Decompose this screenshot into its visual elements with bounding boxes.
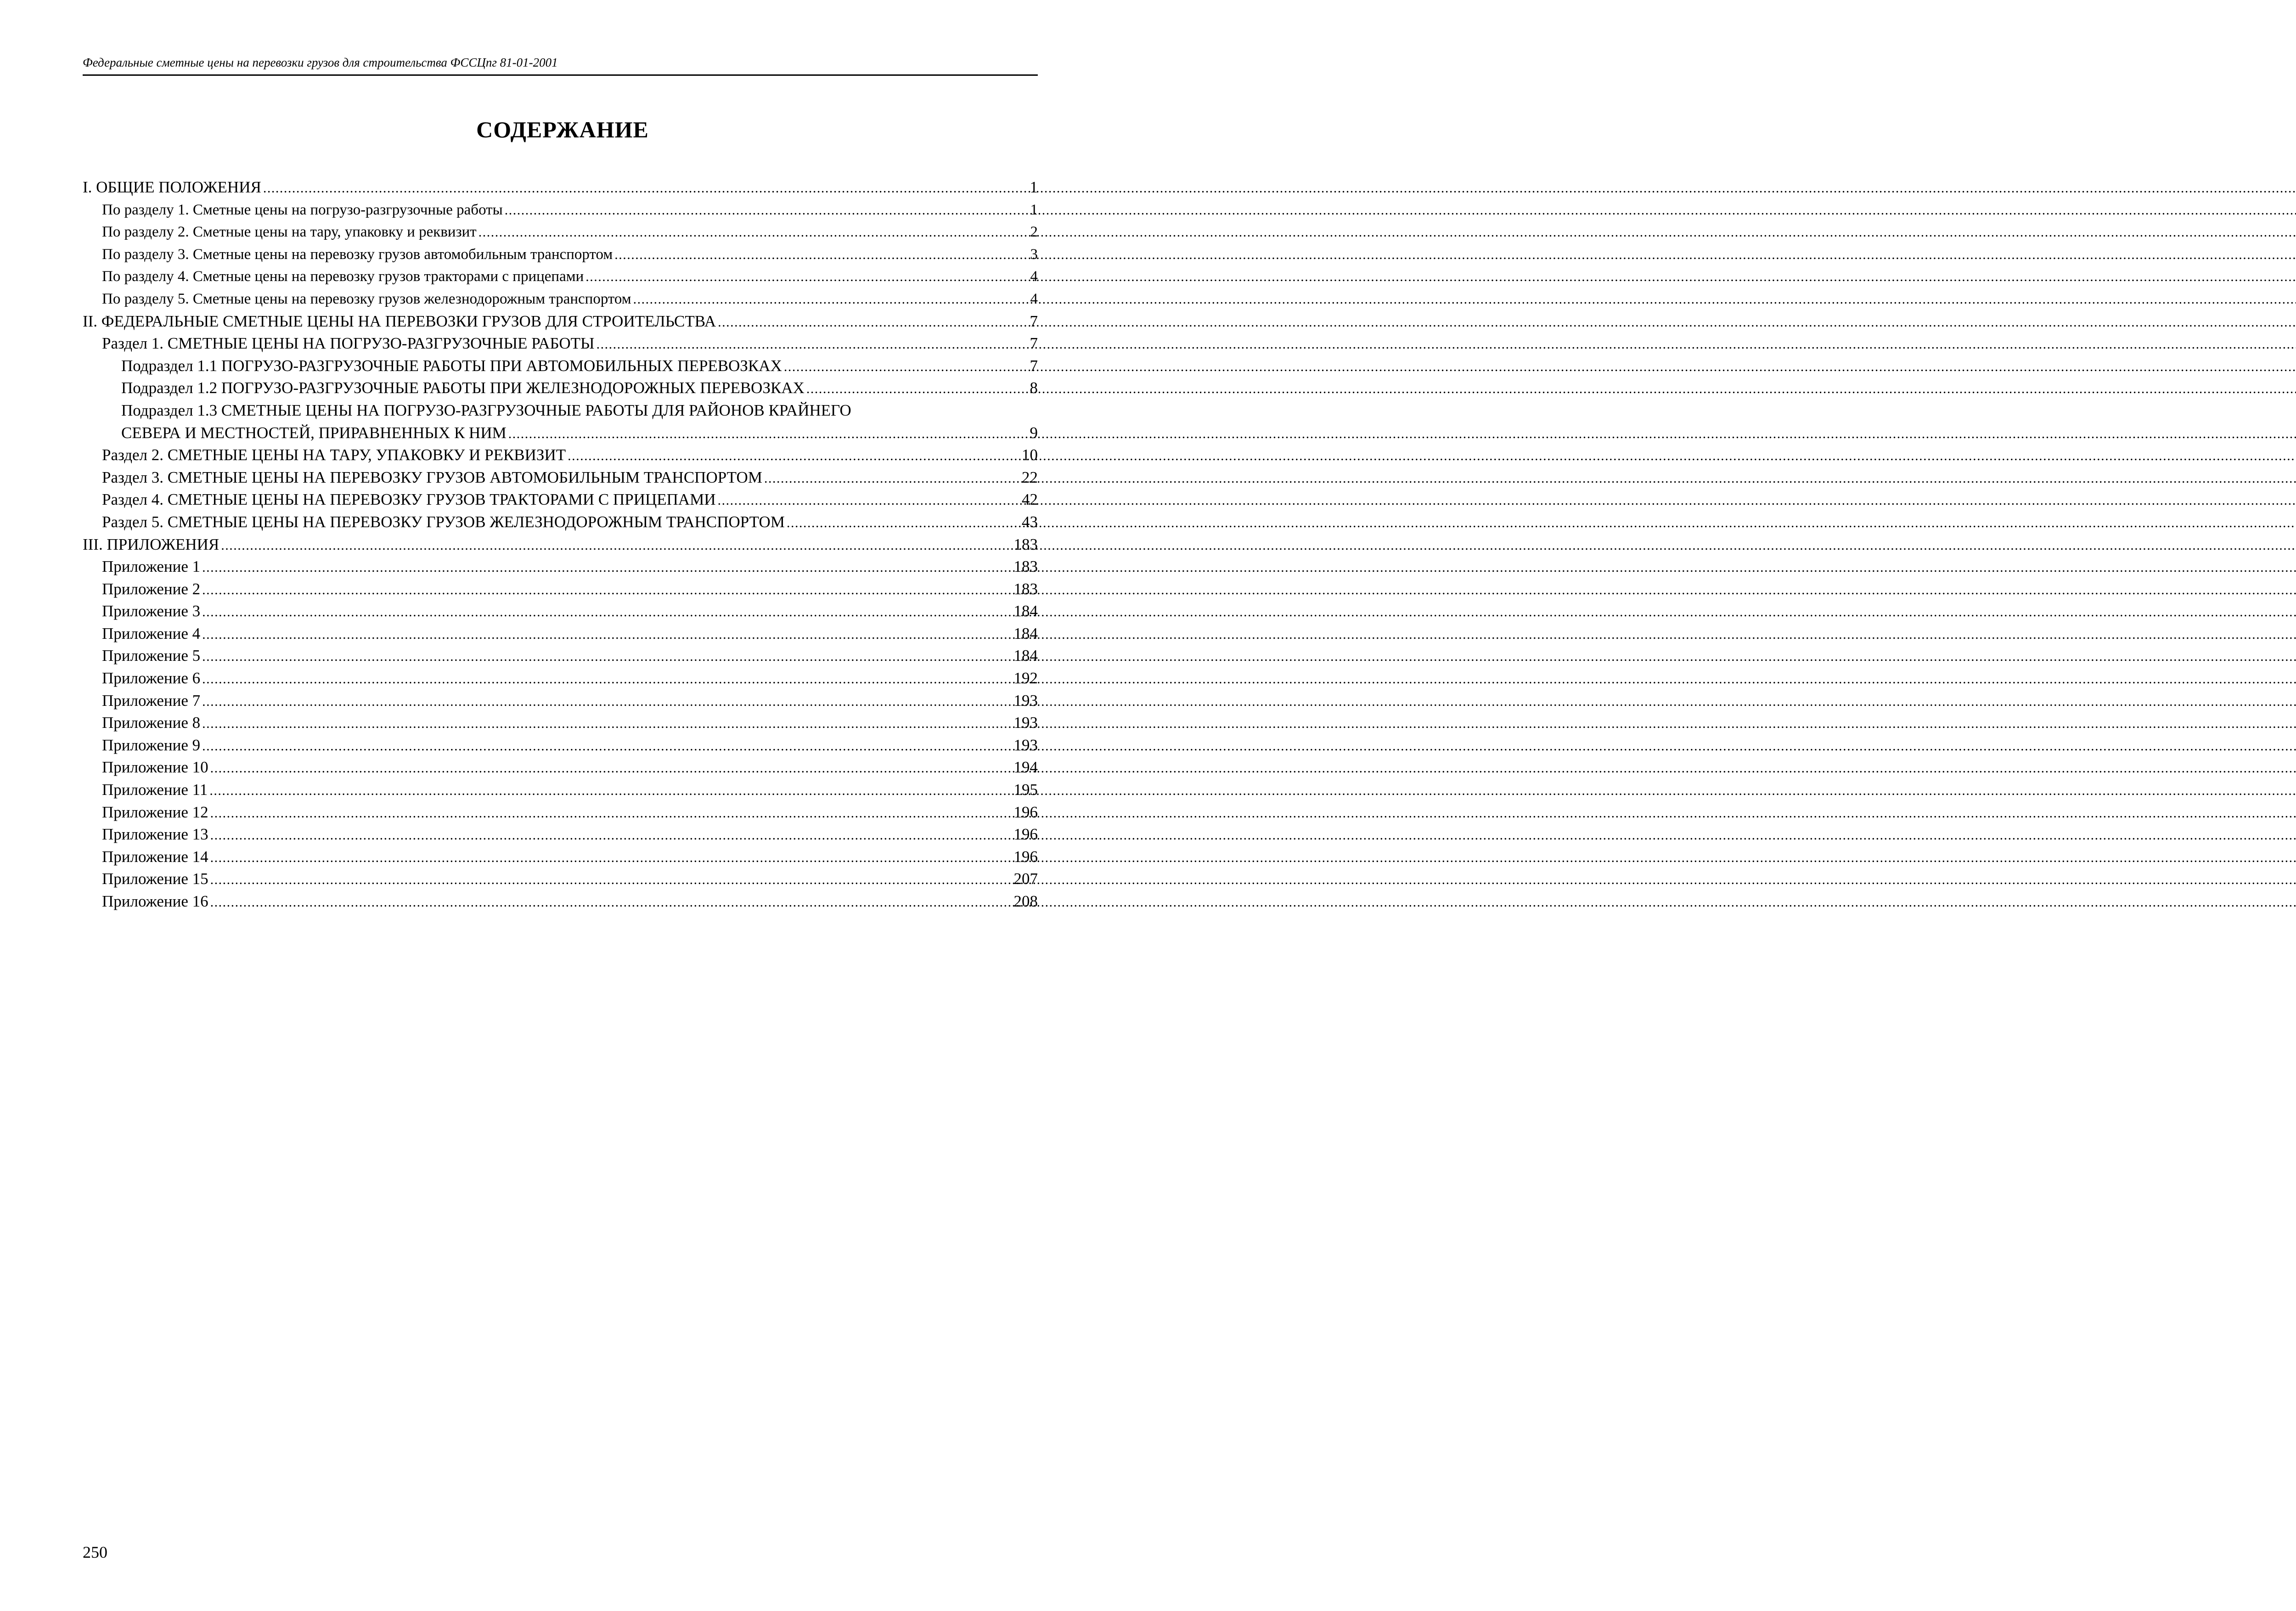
toc-entry-page: 184 [1013,647,1038,665]
toc-entry-page: 4 [1030,290,1038,307]
toc-entry[interactable] [83,265,1038,288]
toc-dot-leader [506,423,1030,445]
toc-dot-leader [208,869,1014,891]
toc-entry[interactable] [83,801,1038,824]
toc-entry-label: Приложение 9 [102,736,201,754]
toc-entry-page: 42 [1022,490,1038,509]
toc-dot-leader [785,512,1022,535]
toc-entry-label: II. ФЕДЕРАЛЬНЫЕ СМЕТНЫЕ ЦЕНЫ НА ПЕРЕВОЗКИ ГРУЗОВ ДЛЯ СТРОИТЕЛЬСТВА [83,312,716,330]
toc-entry-label: Раздел 3. СМЕТНЫЕ ЦЕНЫ НА ПЕРЕВОЗКУ ГРУЗОВ АВТОМОБИЛЬНЫМ ТРАНСПОРТОМ [102,468,762,486]
toc-dot-leader [503,199,1030,222]
toc-entry-page: 192 [1013,669,1038,687]
running-header [83,54,1038,76]
toc-dot-leader [200,735,1013,758]
toc-dot-leader [716,311,1030,334]
toc-entry[interactable] [83,467,1038,489]
toc-entry-label: Подраздел 1.1 ПОГРУЗО-РАЗГРУЗОЧНЫЕ РАБОТЫ ПРИ АВТОМОБИЛЬНЫХ ПЕРЕВОЗКАХ [121,356,782,375]
toc-dot-leader [566,445,1022,468]
toc-entry-label: Приложение 11 [102,781,208,799]
toc-dot-leader [208,802,1014,825]
toc-entry-label: Подраздел 1.2 ПОГРУЗО-РАЗГРУЗОЧНЫЕ РАБОТЫ ПРИ ЖЕЛЕЗНОДОРОЖНЫХ ПЕРЕВОЗКАХ [121,379,805,397]
toc-entry-label: СЕВЕРА И МЕСТНОСТЕЙ, ПРИРАВНЕННЫХ К НИМ [121,423,506,442]
toc-entry-label: По разделу 5. Сметные цены на перевозку грузов железнодорожным транспортом [102,290,631,307]
toc-entry-label: Раздел 4. СМЕТНЫЕ ЦЕНЫ НА ПЕРЕВОЗКУ ГРУЗОВ ТРАКТОРАМИ С ПРИЦЕПАМИ [102,490,716,509]
toc-entry-label: Приложение 4 [102,624,201,642]
toc-entry[interactable] [83,779,1038,801]
toc-entry-page: 193 [1013,736,1038,754]
toc-entry[interactable] [83,422,1038,445]
toc-entry[interactable] [83,823,1038,846]
toc-entry-label: Приложение 13 [102,825,208,844]
toc-entry-page: 2 [1030,224,1038,241]
toc-entry-page: 43 [1022,513,1038,531]
toc-entry-label: По разделу 1. Сметные цены на погрузо-разгрузочные работы [102,201,503,218]
toc-entry-label: По разделу 2. Сметные цены на тару, упаковку и реквизит [102,224,477,241]
toc-dot-leader [716,490,1022,512]
toc-entry[interactable] [83,199,1038,221]
toc-entry[interactable] [83,846,1038,868]
table-of-contents [83,176,1038,913]
toc-entry-page: 7 [1030,356,1038,375]
toc-entry[interactable] [83,489,1038,511]
toc-entry-label: Приложение 10 [102,758,208,777]
toc-entry-label: Приложение 2 [102,580,201,598]
toc-entry-page: 183 [1013,535,1038,553]
toc-entry-page: 195 [1013,781,1038,799]
toc-entry-label: Приложение 7 [102,691,201,710]
toc-dot-leader [208,847,1014,869]
toc-entry-label: Раздел 2. СМЕТНЫЕ ЦЕНЫ НА ТАРУ, УПАКОВКУ И РЕКВИЗИТ [102,446,566,464]
toc-entry-label: Раздел 5. СМЕТНЫЕ ЦЕНЫ НА ПЕРЕВОЗКУ ГРУЗОВ ЖЕЛЕЗНОДОРОЖНЫМ ТРАНСПОРТОМ [102,513,785,531]
toc-dot-leader [200,579,1013,602]
toc-entry-label: Приложение 1 [102,558,201,576]
toc-entry-page: 10 [1022,446,1038,464]
toc-dot-leader [477,221,1030,244]
toc-dot-leader [805,378,1030,400]
toc-entry-page: 4 [1030,268,1038,285]
toc-dot-leader [631,288,1030,311]
toc-entry[interactable] [83,690,1038,712]
toc-entry[interactable] [83,890,1038,913]
toc-entry-label: Приложение 15 [102,870,208,888]
toc-dot-leader [613,244,1030,266]
toc-dot-leader [762,468,1022,490]
toc-dot-leader [261,177,1030,200]
toc-entry-page: 9 [1030,423,1038,442]
toc-dot-leader [219,535,1013,557]
toc-entry-page: 196 [1013,803,1038,821]
toc-entry-label: Приложение 5 [102,647,201,665]
toc-entry[interactable] [83,288,1038,310]
toc-dot-leader [200,624,1013,646]
toc-entry-page: 196 [1013,825,1038,844]
toc-entry-label: Подраздел 1.3 СМЕТНЫЕ ЦЕНЫ НА ПОГРУЗО-РАЗГРУЗОЧНЫЕ РАБОТЫ ДЛЯ РАЙОНОВ КРАЙНЕГО [121,401,851,419]
page-number: 250 [83,1543,107,1561]
toc-entry-label: Приложение 3 [102,602,201,620]
toc-entry-page: 3 [1030,246,1038,263]
toc-entry[interactable] [83,243,1038,266]
toc-dot-leader [200,691,1013,713]
toc-entry-label: I. ОБЩИЕ ПОЛОЖЕНИЯ [83,178,261,196]
toc-entry-page: 184 [1013,602,1038,620]
toc-entry[interactable] [83,712,1038,734]
toc-dot-leader [782,356,1030,378]
toc-entry[interactable] [83,310,1038,333]
toc-entry[interactable] [83,332,1038,355]
running-header-text: Федеральные сметные цены на перевозки грузов для строительства ФССЦпг 81-01-2001 [83,56,558,69]
toc-entry-page: 208 [1013,892,1038,910]
toc-dot-leader [200,646,1013,668]
toc-entry-page: 207 [1013,870,1038,888]
toc-entry[interactable] [83,734,1038,757]
toc-dot-leader [200,668,1013,691]
toc-entry[interactable] [83,578,1038,601]
toc-entry-label: Приложение 14 [102,847,208,866]
toc-entry[interactable] [83,176,1038,199]
toc-entry-page: 183 [1013,558,1038,576]
toc-entry-page: 8 [1030,379,1038,397]
toc-entry-label: Приложение 8 [102,714,201,732]
toc-entry-page: 194 [1013,758,1038,777]
toc-entry-page: 7 [1030,312,1038,330]
toc-entry-label: Приложение 6 [102,669,201,687]
toc-dot-leader [200,601,1013,624]
toc-entry-label: По разделу 3. Сметные цены на перевозку грузов автомобильным транспортом [102,246,613,263]
toc-entry[interactable] [83,534,1038,556]
toc-entry[interactable] [83,623,1038,645]
toc-dot-leader [584,266,1030,288]
toc-entry-page: 184 [1013,624,1038,642]
toc-entry[interactable] [83,444,1038,467]
toc-dot-leader [208,824,1014,847]
toc-entry-page: 22 [1022,468,1038,486]
toc-entry[interactable] [83,400,1038,422]
toc-entry-label: Приложение 16 [102,892,208,910]
toc-entry[interactable] [83,600,1038,623]
toc-dot-leader [200,557,1013,579]
toc-entry-page: 196 [1013,847,1038,866]
toc-entry-page: 193 [1013,691,1038,710]
toc-entry[interactable] [83,377,1038,400]
toc-entry-label: По разделу 4. Сметные цены на перевозку грузов тракторами с прицепами [102,268,584,285]
toc-entry[interactable] [83,221,1038,243]
page-title: СОДЕРЖАНИЕ [476,117,649,142]
toc-entry[interactable] [83,511,1038,534]
toc-dot-leader [595,333,1030,356]
toc-entry-page: 183 [1013,580,1038,598]
toc-entry-page: 7 [1030,334,1038,353]
toc-entry-label: III. ПРИЛОЖЕНИЯ [83,535,219,553]
toc-entry[interactable] [83,645,1038,667]
toc-entry[interactable] [83,355,1038,377]
toc-entry-label: Раздел 1. СМЕТНЫЕ ЦЕНЫ НА ПОГРУЗО-РАЗГРУЗОЧНЫЕ РАБОТЫ [102,334,595,353]
toc-entry[interactable] [83,756,1038,779]
toc-dot-leader [200,713,1013,735]
toc-entry[interactable] [83,667,1038,690]
toc-entry-page: 1 [1030,201,1038,218]
toc-dot-leader [208,780,1013,802]
toc-entry[interactable] [83,556,1038,578]
toc-entry-label: Приложение 12 [102,803,208,821]
toc-entry-page: 193 [1013,714,1038,732]
toc-entry-page: 1 [1030,178,1038,196]
toc-entry[interactable] [83,868,1038,890]
toc-dot-leader [208,891,1014,914]
toc-dot-leader [208,757,1014,780]
